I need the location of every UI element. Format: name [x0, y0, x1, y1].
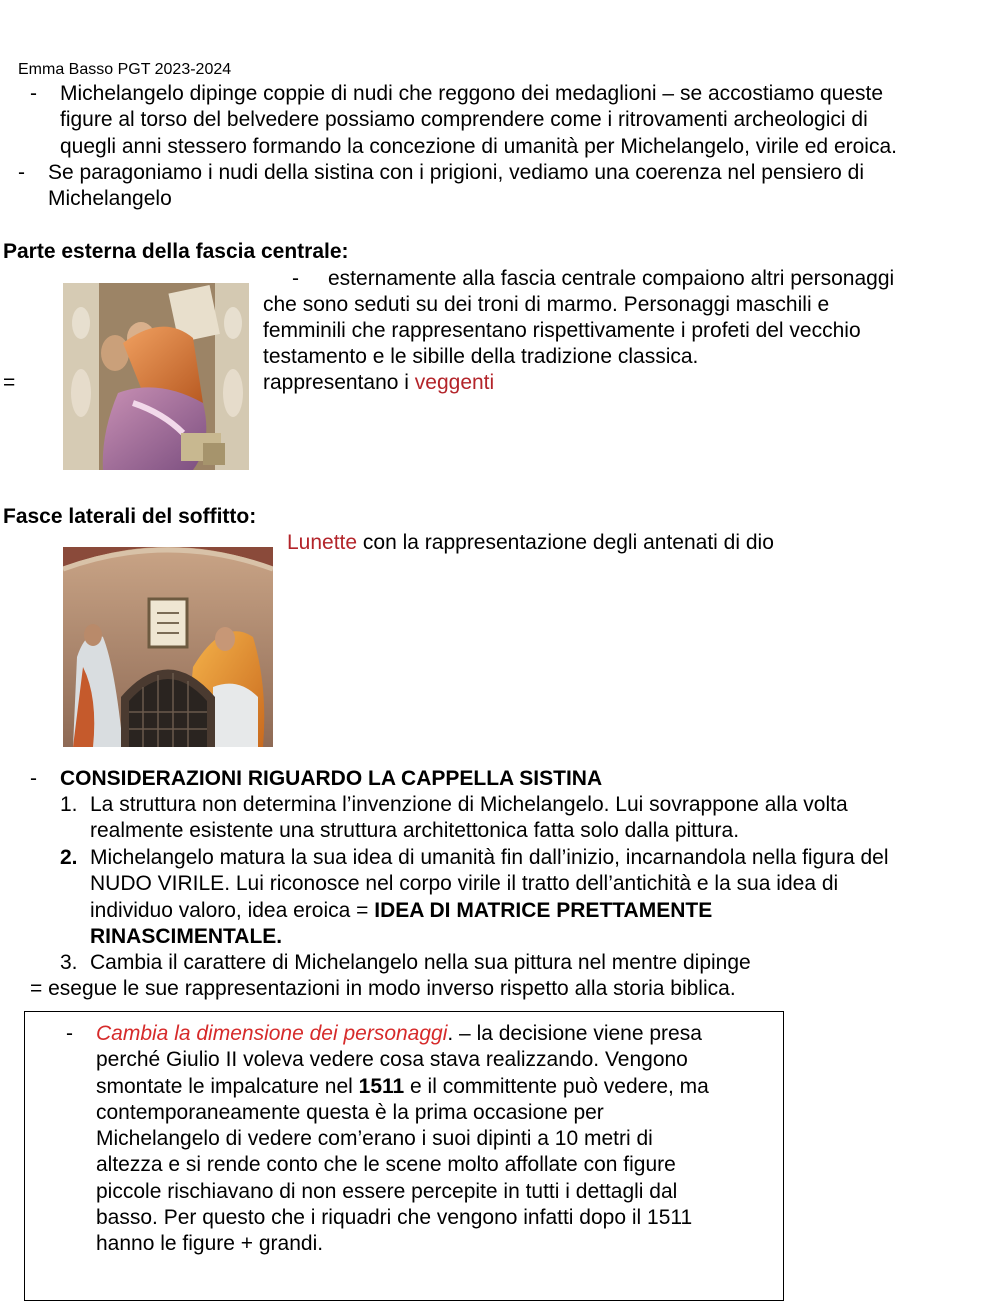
- text-line: piccole rischiavano di non essere percepite in tutti i dettagli dal: [96, 1179, 678, 1203]
- document-header: Emma Basso PGT 2023-2024: [18, 61, 232, 78]
- list-number: 1.: [60, 793, 78, 816]
- text-line: che sono seduti su dei troni di marmo. Personaggi maschili e: [263, 293, 830, 316]
- consideration-item-1: [90, 792, 848, 845]
- text-line: [96, 1021, 709, 1047]
- list-bullet: -: [66, 1022, 73, 1045]
- lunette-fresco-image: [63, 547, 273, 747]
- text-line: testamento e le sibille della tradizione classica.: [263, 345, 699, 368]
- sibyl-fresco-illustration: [63, 283, 249, 470]
- list-bullet: -: [30, 82, 37, 105]
- text-line: femminili che rappresentano rispettivamente i profeti del vecchio: [263, 319, 861, 342]
- text-line: figure al torso del belvedere possiamo comprendere come i ritrovamenti archeologici di: [60, 108, 868, 132]
- text-line: perché Giulio II voleva vedere cosa stava realizzando. Vengono: [96, 1048, 688, 1072]
- section-heading-central: Parte esterna della fascia centrale:: [3, 240, 349, 263]
- seers-line: [263, 370, 494, 396]
- section-heading-lateral: Fasce laterali del soffitto:: [3, 505, 257, 528]
- text-line: Michelangelo: [48, 187, 172, 211]
- list-bullet: -: [292, 267, 299, 290]
- seers-prefix: rappresentano i: [263, 371, 415, 394]
- consideration-item-2: [90, 845, 888, 950]
- text-line: Cambia il carattere di Michelangelo nella sua pittura nel mentre dipinge: [90, 951, 751, 974]
- text-line: NUDO VIRILE. Lui riconosce nel corpo virile il tratto dell’antichità e la sua idea di: [90, 872, 839, 896]
- text-line: Michelangelo matura la sua idea di umanità fin dall’inizio, incarnandola nella figura del: [90, 846, 889, 869]
- list-bullet: -: [18, 161, 25, 184]
- note-line3-pre: smontate le impalcature nel: [96, 1074, 359, 1098]
- text-line: basso. Per questo che i riquadri che vengono infatti dopo il 1511: [96, 1206, 693, 1230]
- text-line: La struttura non determina l’invenzione di Michelangelo. Lui sovrappone alla volta: [90, 793, 848, 816]
- note-line3-post: e il committente può vedere, ma: [404, 1074, 709, 1098]
- list-bullet: -: [30, 767, 37, 790]
- note-year-bold: 1511: [358, 1074, 405, 1098]
- text-line: Michelangelo dipinge coppie di nudi che reggono dei medaglioni – se accostiamo queste: [60, 82, 884, 105]
- text-line: contemporaneamente questa è la prima occasione per: [96, 1100, 604, 1124]
- note-text: [96, 1021, 709, 1258]
- text-line: realmente esistente una struttura architettonica fatta solo dalla pittura.: [90, 819, 740, 843]
- list-number: 2.: [60, 846, 78, 869]
- text-line: altezza e si rende conto che le scene molto affollate con figure: [96, 1153, 676, 1177]
- lunette-fresco-illustration: [63, 547, 273, 747]
- intro-item-1: [60, 81, 897, 160]
- note-lead-rest: . – la decisione viene presa: [447, 1022, 702, 1045]
- text-line: RINASCIMENTALE.: [90, 924, 283, 948]
- idea-plain: individuo valoro, idea eroica =: [90, 898, 375, 922]
- text-line: Michelangelo di vedere com’erano i suoi dipinti a 10 metri di: [96, 1127, 653, 1151]
- list-number: 3.: [60, 951, 78, 974]
- text-line: [96, 1074, 709, 1100]
- considerations-footer: = esegue le sue rappresentazioni in modo inverso rispetto alla storia biblica.: [30, 977, 736, 1000]
- text-line: hanno le figure + grandi.: [96, 1232, 324, 1256]
- lunette-description: con la rappresentazione degli antenati di dio: [357, 531, 774, 554]
- note-lead-italic: Cambia la dimensione dei personaggi: [96, 1022, 448, 1045]
- text-line: [90, 898, 888, 924]
- text-line: esternamente alla fascia centrale compaiono altri personaggi: [328, 267, 895, 290]
- intro-item-2: [48, 160, 864, 213]
- considerations-title: CONSIDERAZIONI RIGUARDO LA CAPPELLA SISTINA: [60, 767, 603, 790]
- seers-keyword: veggenti: [414, 371, 495, 394]
- idea-bold: IDEA DI MATRICE PRETTAMENTE: [374, 898, 713, 922]
- sibyl-fresco-image: [63, 283, 249, 470]
- text-line: quegli anni stessero formando la concezione di umanità per Michelangelo, virile ed eroica.: [60, 134, 897, 158]
- equals-sign: =: [3, 371, 16, 394]
- lunette-keyword: Lunette: [287, 531, 358, 554]
- text-line: Se paragoniamo i nudi della sistina con i prigioni, vediamo una coerenza nel pensiero di: [48, 161, 865, 184]
- lunette-line: [287, 530, 774, 556]
